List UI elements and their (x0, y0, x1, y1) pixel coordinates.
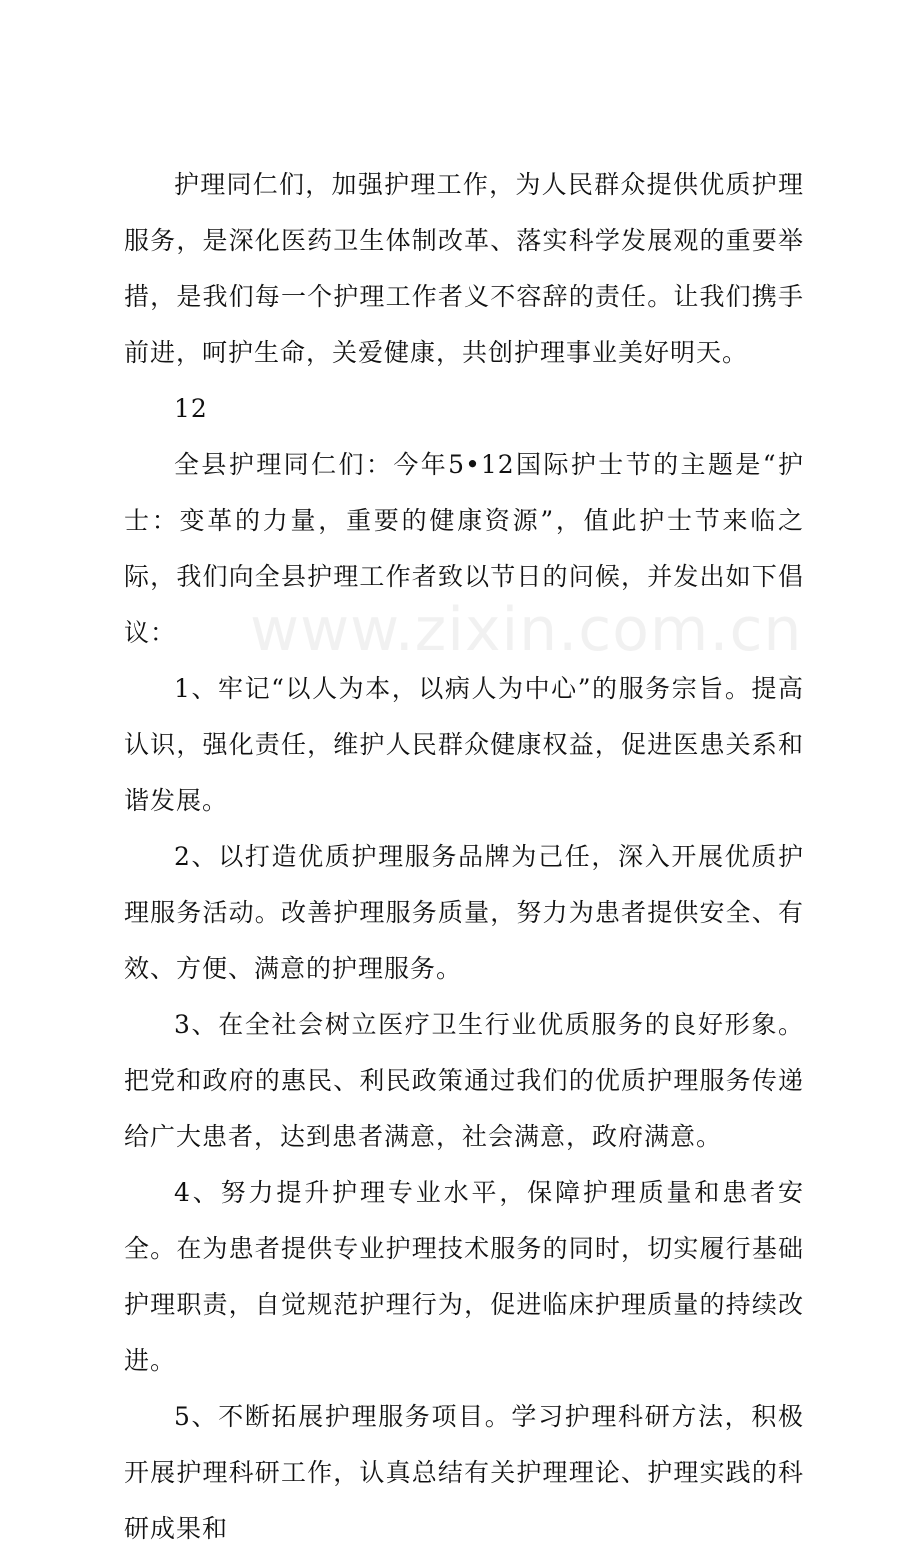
paragraph-item-3: 3、在全社会树立医疗卫生行业优质服务的良好形象。把党和政府的惠民、利民政策通过我们的优质护理服务传递给广大患者，达到患者满意，社会满意，政府满意。 (124, 1010, 804, 1151)
paragraph-number: 12 (174, 394, 208, 423)
paragraph-item-1: 1、牢记“以人为本，以病人为中心”的服务宗旨。提高认识，强化责任，维护人民群众健康权益，促进医患关系和谐发展。 (124, 674, 804, 815)
paragraph-intro: 全县护理同仁们：今年5•12国际护士节的主题是“护士：变革的力量，重要的健康资源”，值此护士节来临之际，我们向全县护理工作者致以节日的问候，并发出如下倡议： (124, 450, 804, 647)
paragraph-closing-appeal: 护理同仁们，加强护理工作，为人民群众提供优质护理服务，是深化医药卫生体制改革、落实科学发展观的重要举措，是我们每一个护理工作者义不容辞的责任。让我们携手前进，呵护生命，关爱健康，共创护理事业美好明天。 (124, 170, 804, 367)
paragraph-item-2: 2、以打造优质护理服务品牌为己任，深入开展优质护理服务活动。改善护理服务质量，努力为患者提供安全、有效、方便、满意的护理服务。 (124, 842, 804, 983)
paragraph-item-5: 5、不断拓展护理服务项目。学习护理科研方法，积极开展护理科研工作，认真总结有关护理理论、护理实践的科研成果和 (124, 1402, 804, 1543)
paragraph-item-4: 4、努力提升护理专业水平，保障护理质量和患者安全。在为患者提供专业护理技术服务的同时，切实履行基础护理职责，自觉规范护理行为，促进临床护理质量的持续改进。 (124, 1178, 804, 1375)
document-body (124, 157, 804, 1557)
watermark: www.zixin.com.cn (250, 595, 803, 665)
